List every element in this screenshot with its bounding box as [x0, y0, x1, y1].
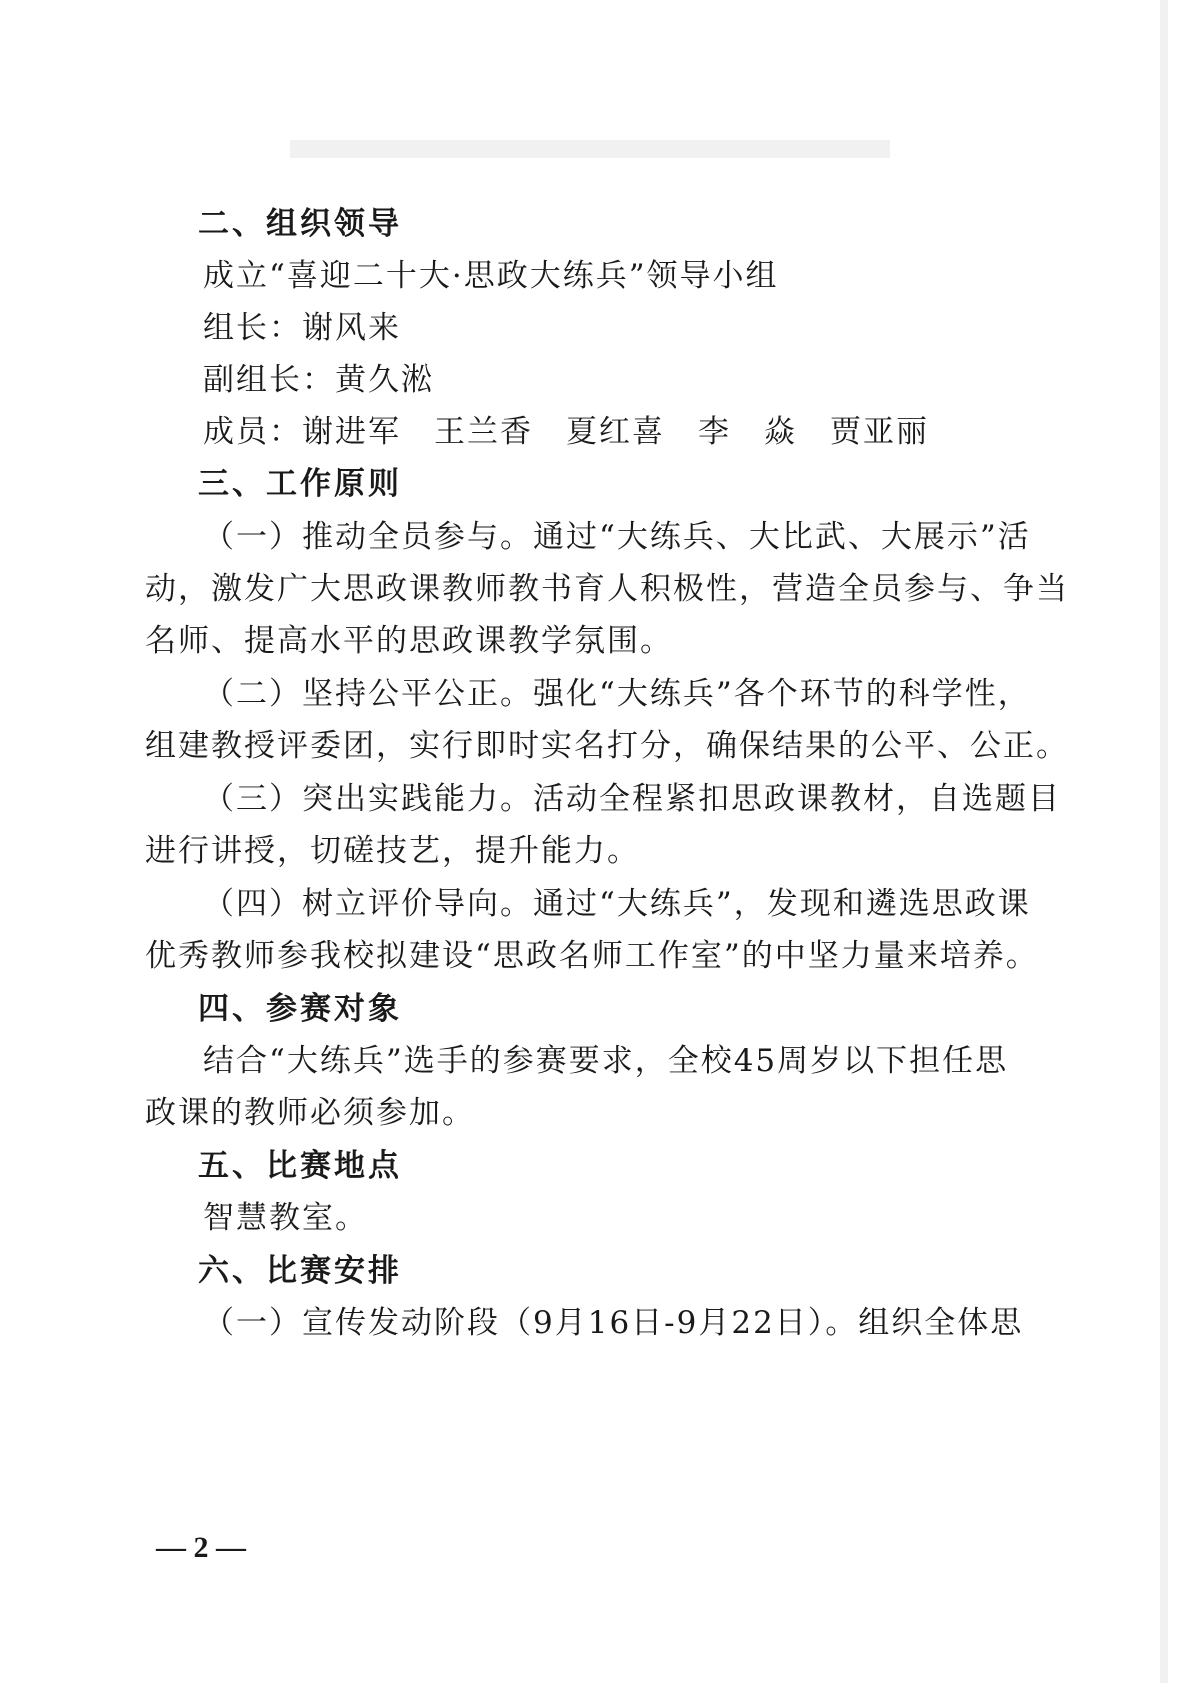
- organization-line-2: 组长：谢风来: [203, 310, 401, 346]
- schedule-line-1: （一）宣传发动阶段（9月16日-9月22日）。组织全体思: [203, 1305, 1024, 1341]
- principle-3-line-2: 进行讲授，切磋技艺，提升能力。: [145, 833, 640, 869]
- organization-line-1: 成立“喜迎二十大·思政大练兵”领导小组: [203, 258, 779, 294]
- scan-shadow-top: [290, 140, 890, 158]
- principle-2-line-2: 组建教授评委团，实行即时实名打分，确保结果的公平、公正。: [145, 728, 1069, 764]
- section-heading-schedule: 六、比赛安排: [198, 1253, 402, 1289]
- participants-line-1: 结合“大练兵”选手的参赛要求，全校45周岁以下担任思: [203, 1043, 1009, 1079]
- principle-3-line-1: （三）突出实践能力。活动全程紧扣思政课教材，自选题目: [203, 781, 1061, 817]
- section-heading-principles: 三、工作原则: [198, 466, 402, 502]
- participants-line-2: 政课的教师必须参加。: [145, 1095, 475, 1131]
- principle-4-line-1: （四）树立评价导向。通过“大练兵”，发现和遴选思政课: [203, 886, 1031, 922]
- principle-1-line-3: 名师、提高水平的思政课教学氛围。: [145, 623, 673, 659]
- section-heading-organization: 二、组织领导: [198, 206, 402, 242]
- principle-1-line-2: 动，激发广大思政课教师教书育人积极性，营造全员参与、争当: [145, 571, 1069, 607]
- scan-shadow-right: [1160, 0, 1168, 1683]
- principle-4-line-2: 优秀教师参我校拟建设“思政名师工作室”的中坚力量来培养。: [145, 938, 1039, 974]
- page-number: — 2 —: [156, 1531, 246, 1564]
- section-heading-venue: 五、比赛地点: [198, 1148, 402, 1184]
- organization-line-3: 副组长：黄久淞: [203, 362, 434, 398]
- venue-line-1: 智慧教室。: [203, 1200, 368, 1236]
- principle-1-line-1: （一）推动全员参与。通过“大练兵、大比武、大展示”活: [203, 519, 1031, 555]
- section-heading-participants: 四、参赛对象: [198, 991, 402, 1027]
- principle-2-line-1: （二）坚持公平公正。强化“大练兵”各个环节的科学性，: [203, 676, 1031, 712]
- organization-line-4: 成员：谢进军 王兰香 夏红喜 李 焱 贾亚丽: [203, 414, 929, 450]
